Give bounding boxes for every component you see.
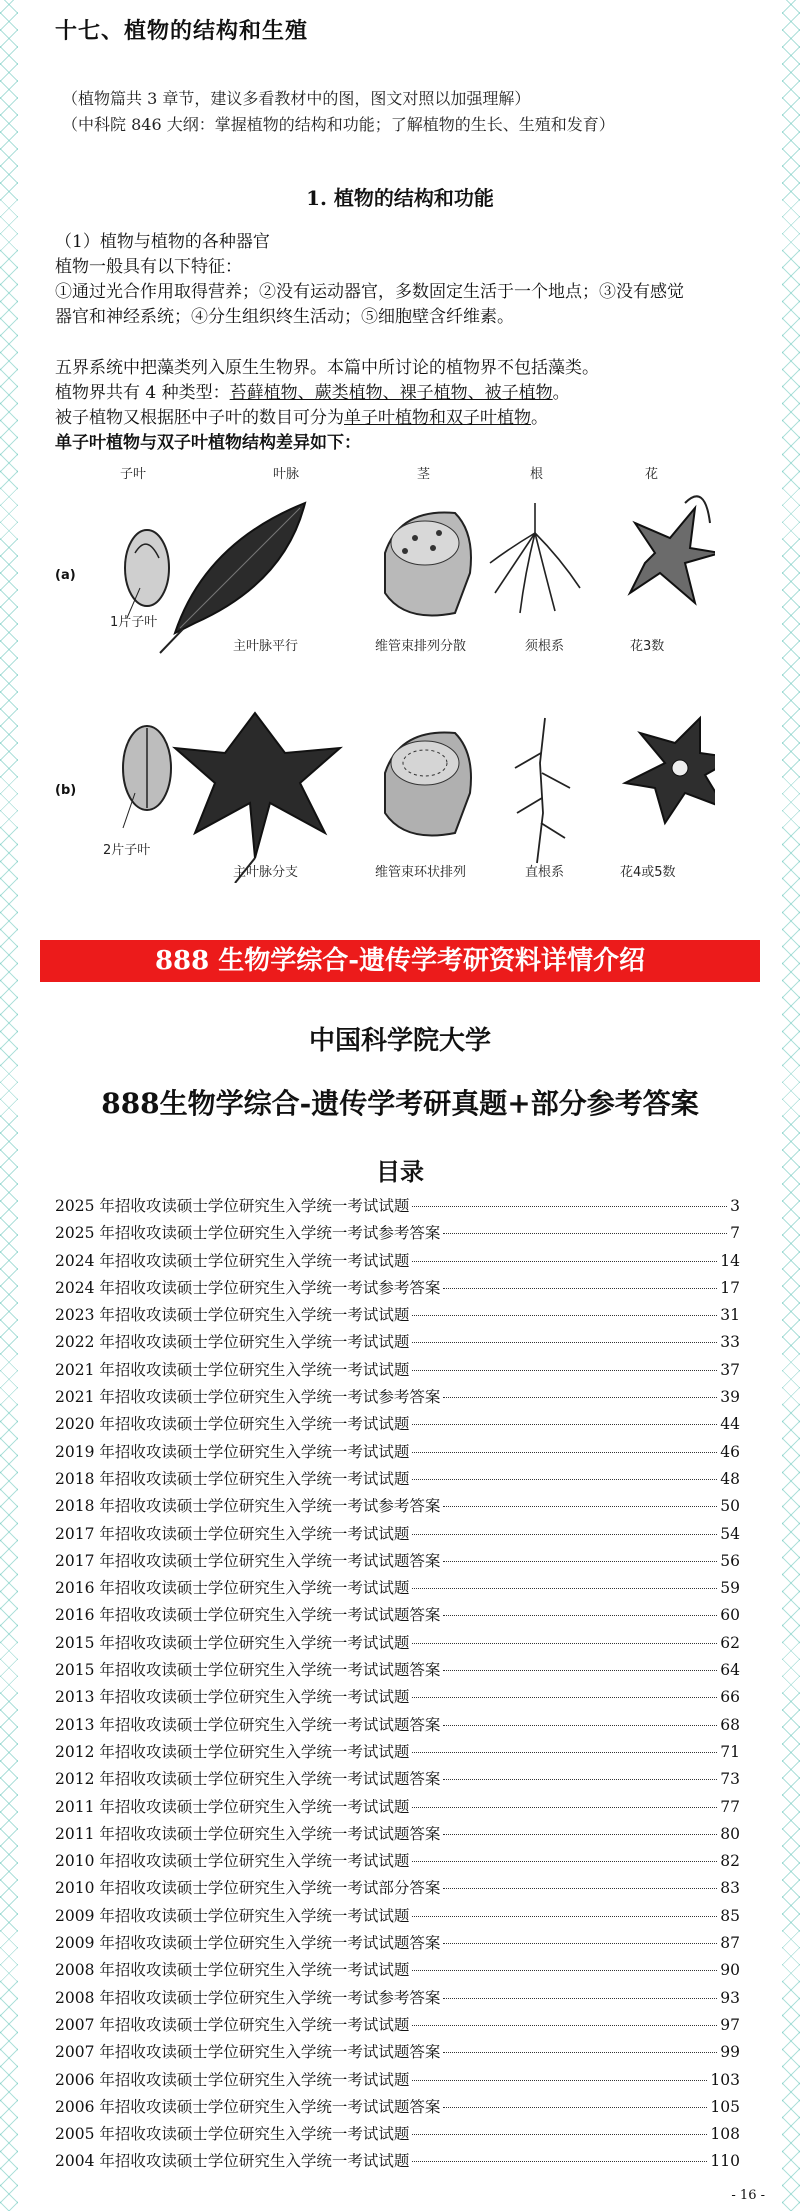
page-number: - 16 - [731,2188,765,2203]
toc-entry-page: 7 [730,1224,740,1243]
toc-entry[interactable] [55,1385,740,1412]
toc-leader-dots [443,1834,717,1835]
toc-entry-title: 2015 年招收攻读硕士学位研究生入学统一考试试题答案 [55,1661,441,1680]
toc-leader-dots [443,1725,717,1726]
toc-entry[interactable] [55,2149,740,2176]
toc-entry-page: 54 [720,1524,740,1543]
toc-entry-title: 2021 年招收攻读硕士学位研究生入学统一考试试题 [55,1360,410,1379]
toc-entry[interactable] [55,1467,740,1494]
figure-caption-b4: 直根系 [525,865,565,880]
toc-leader-dots [443,2107,707,2108]
paragraph-features-1: ①通过光合作用取得营养；②没有运动器官，多数固定生活于一个地点；③没有感觉 [55,282,684,302]
plant-types-suffix: 。 [552,383,570,403]
figure-caption-a2: 主叶脉平行 [233,639,299,654]
toc-entry-title: 2023 年招收攻读硕士学位研究生入学统一考试试题 [55,1306,410,1325]
toc-entry[interactable] [55,1986,740,2013]
fibrous-root-icon [490,503,580,613]
toc-entry-title: 2012 年招收攻读硕士学位研究生入学统一考试试题答案 [55,1770,441,1789]
toc-leader-dots [412,2134,707,2135]
toc-leader-dots [443,1615,717,1616]
toc-entry[interactable] [55,2095,740,2122]
toc-entry-page: 87 [720,1934,740,1953]
toc-entry-title: 2021 年招收攻读硕士学位研究生入学统一考试参考答案 [55,1388,441,1407]
figure-caption-b1: 2片子叶 [103,843,151,858]
toc-entry-page: 56 [720,1551,740,1570]
angiosperm-suffix: 。 [531,408,548,428]
toc-entry-title: 2025 年招收攻读硕士学位研究生入学统一考试试题 [55,1197,410,1215]
scattered-bundle-stem-icon [385,513,471,616]
toc-entry-page: 93 [720,1988,740,2007]
toc-leader-dots [412,1643,717,1644]
toc-entry-title: 2017 年招收攻读硕士学位研究生入学统一考试试题答案 [55,1551,441,1570]
syllabus-note: （中科院 846 大纲：掌握植物的结构和功能；了解植物的生长、生殖和发育） [62,115,615,134]
toc-entry[interactable] [55,2068,740,2095]
toc-entry-title: 2017 年招收攻读硕士学位研究生入学统一考试试题 [55,1524,410,1543]
toc-entry-title: 2016 年招收攻读硕士学位研究生入学统一考试试题 [55,1579,410,1598]
toc-leader-dots [412,1807,717,1808]
figure-caption-a3: 维管束排列分散 [375,639,467,654]
toc-leader-dots [412,1261,717,1262]
toc-entry-page: 44 [720,1415,740,1434]
toc-entry-title: 2012 年招收攻读硕士学位研究生入学统一考试试题 [55,1742,410,1761]
toc-entry-page: 31 [720,1306,740,1325]
toc-entry-title: 2010 年招收攻读硕士学位研究生入学统一考试试题 [55,1852,410,1871]
branched-vein-leaf-icon [175,713,340,883]
toc-entry-title: 2006 年招收攻读硕士学位研究生入学统一考试试题 [55,2070,410,2089]
toc-entry-title: 2007 年招收攻读硕士学位研究生入学统一考试试题 [55,2015,410,2034]
toc-entry-page: 108 [710,2125,740,2144]
toc-leader-dots [412,2161,707,2162]
toc-entry[interactable] [55,1440,740,1467]
toc-entry[interactable] [55,1904,740,1931]
paragraph-features-intro: 植物一般具有以下特征： [55,257,242,277]
toc-entry-title: 2013 年招收攻读硕士学位研究生入学统一考试试题 [55,1688,410,1707]
table-of-contents [55,1194,740,2177]
toc-entry-page: 77 [720,1797,740,1816]
toc-leader-dots [443,1998,717,1999]
toc-leader-dots [412,1424,717,1425]
toc-leader-dots [443,1670,717,1671]
toc-entry-title: 2024 年招收攻读硕士学位研究生入学统一考试参考答案 [55,1278,441,1297]
toc-entry-title: 2009 年招收攻读硕士学位研究生入学统一考试试题 [55,1906,410,1925]
toc-leader-dots [412,2080,707,2081]
toc-entry-page: 48 [720,1469,740,1488]
toc-leader-dots [443,1561,717,1562]
toc-leader-dots [412,1588,717,1589]
toc-entry-title: 2004 年招收攻读硕士学位研究生入学统一考试试题 [55,2152,410,2171]
toc-entry-title: 2015 年招收攻读硕士学位研究生入学统一考试试题 [55,1633,410,1652]
section-title: 十七、植物的结构和生殖 [55,18,309,44]
toc-entry-page: 110 [710,2152,740,2171]
toc-entry-page: 62 [720,1633,740,1652]
toc-entry-title: 2024 年招收攻读硕士学位研究生入学统一考试试题 [55,1251,410,1270]
toc-entry[interactable] [55,1631,740,1658]
toc-entry-title: 2018 年招收攻读硕士学位研究生入学统一考试试题 [55,1469,410,1488]
toc-leader-dots [412,1916,717,1917]
toc-entry[interactable] [55,1849,740,1876]
toc-entry[interactable] [55,1276,740,1303]
toc-entry-page: 17 [720,1278,740,1297]
toc-leader-dots [443,2052,717,2053]
three-part-flower-icon [630,496,715,603]
promo-banner: 888 生物学综合-遗传学考研资料详情介绍 [40,940,760,982]
toc-entry-title: 2025 年招收攻读硕士学位研究生入学统一考试参考答案 [55,1224,441,1243]
angiosperm-prefix: 被子植物又根据胚中子叶的数目可分为 [55,408,344,428]
toc-leader-dots [412,1697,717,1698]
parallel-vein-leaf-icon [160,503,305,653]
paragraph-features-2: 器官和神经系统；④分生组织终生活动；⑤细胞壁含纤维素。 [55,307,514,327]
toc-leader-dots [412,1861,717,1862]
figure-header-vein: 叶脉 [273,467,300,482]
dicot-seed-icon [123,726,171,828]
paragraph-five-kingdoms: 五界系统中把藻类列入原生生物界。本篇中所讨论的植物界不包括藻类。 [55,358,599,378]
toc-entry-title: 2008 年招收攻读硕士学位研究生入学统一考试参考答案 [55,1988,441,2007]
toc-entry[interactable] [55,1194,740,1221]
toc-entry[interactable] [55,2040,740,2067]
toc-entry[interactable] [55,1358,740,1385]
toc-leader-dots [443,1397,717,1398]
four-five-part-flower-icon [625,718,715,823]
toc-leader-dots [443,1288,717,1289]
toc-entry[interactable] [55,1795,740,1822]
ring-bundle-stem-icon [385,733,471,836]
figure-row-a-label: (a) [55,568,76,583]
toc-entry[interactable] [55,2013,740,2040]
toc-entry-title: 2018 年招收攻读硕士学位研究生入学统一考试参考答案 [55,1497,441,1516]
toc-leader-dots [412,2025,717,2026]
angiosperm-classes: 单子叶植物和双子叶植物 [344,408,531,428]
toc-entry-page: 68 [720,1715,740,1734]
toc-entry-page: 90 [720,1961,740,1980]
toc-entry-page: 33 [720,1333,740,1352]
figure-row-b-label: (b) [55,783,77,798]
paragraph-differences-heading: 单子叶植物与双子叶植物结构差异如下： [55,433,361,453]
toc-entry-page: 37 [720,1360,740,1379]
toc-leader-dots [412,1970,717,1971]
figure-header-stem: 茎 [417,467,431,482]
toc-entry[interactable] [55,1494,740,1521]
toc-entry-page: 82 [720,1852,740,1871]
toc-entry[interactable] [55,1958,740,1985]
toc-leader-dots [412,1315,717,1316]
toc-entry[interactable] [55,1549,740,1576]
toc-entry-title: 2006 年招收攻读硕士学位研究生入学统一考试试题答案 [55,2097,441,2116]
toc-entry[interactable] [55,1685,740,1712]
toc-entry[interactable] [55,1249,740,1276]
figure-caption-a4: 须根系 [525,639,565,654]
toc-entry-title: 2008 年招收攻读硕士学位研究生入学统一考试试题 [55,1961,410,1980]
paragraph-angiosperms [55,406,755,430]
toc-entry-page: 46 [720,1442,740,1461]
toc-entry-page: 105 [710,2097,740,2116]
toc-leader-dots [412,1452,717,1453]
toc-entry[interactable] [55,1740,740,1767]
toc-entry[interactable] [55,1931,740,1958]
figure-caption-a1: 1片子叶 [110,615,158,630]
toc-leader-dots [412,1752,717,1753]
toc-entry[interactable] [55,1412,740,1439]
figure-header-root: 根 [530,467,544,482]
toc-entry[interactable] [55,1522,740,1549]
toc-entry[interactable] [55,1767,740,1794]
toc-entry-page: 97 [720,2015,740,2034]
figure-caption-b2: 主叶脉分支 [233,865,299,880]
figure-caption-b5: 花4或5数 [620,865,676,880]
toc-entry[interactable] [55,1303,740,1330]
plant-types-prefix: 植物界共有 4 种类型： [55,383,230,403]
paragraph-plant-types [55,381,755,405]
figure-caption-b3: 维管束环状排列 [375,865,467,880]
toc-leader-dots [443,1943,717,1944]
toc-entry[interactable] [55,1221,740,1248]
toc-entry-title: 2020 年招收攻读硕士学位研究生入学统一考试试题 [55,1415,410,1434]
toc-entry-page: 14 [720,1251,740,1270]
toc-entry-page: 50 [720,1497,740,1516]
toc-entry[interactable] [55,1603,740,1630]
toc-entry-page: 83 [720,1879,740,1898]
toc-entry-title: 2022 年招收攻读硕士学位研究生入学统一考试试题 [55,1333,410,1352]
toc-entry[interactable] [55,1822,740,1849]
toc-entry-title: 2005 年招收攻读硕士学位研究生入学统一考试试题 [55,2125,410,2144]
toc-entry-page: 80 [720,1824,740,1843]
toc-entry[interactable] [55,1330,740,1357]
toc-entry-title: 2009 年招收攻读硕士学位研究生入学统一考试试题答案 [55,1934,441,1953]
toc-entry[interactable] [55,1876,740,1903]
toc-leader-dots [443,1888,717,1889]
study-note: （植物篇共 3 章节，建议多看教材中的图，图文对照以加强理解） [62,89,531,108]
figure-header-cotyledon: 子叶 [120,467,147,482]
toc-entry-title: 2011 年招收攻读硕士学位研究生入学统一考试试题 [55,1797,410,1816]
book-title: 888生物学综合-遗传学考研真题+部分参考答案 [101,1087,699,1120]
monocot-seed-icon [125,530,169,618]
toc-heading: 目录 [376,1157,424,1186]
toc-entry[interactable] [55,2122,740,2149]
toc-entry-page: 60 [720,1606,740,1625]
paragraph-organs: （1）植物与植物的各种器官 [55,232,270,252]
toc-entry-title: 2016 年招收攻读硕士学位研究生入学统一考试试题答案 [55,1606,441,1625]
figure-header-flower: 花 [645,467,659,482]
toc-leader-dots [443,1506,717,1507]
toc-entry[interactable] [55,1658,740,1685]
taproot-icon [515,718,570,863]
figure-caption-a5: 花3数 [630,639,665,654]
toc-entry-page: 66 [720,1688,740,1707]
toc-leader-dots [443,1233,727,1234]
toc-leader-dots [412,1370,717,1371]
toc-leader-dots [412,1206,727,1207]
toc-entry-page: 39 [720,1388,740,1407]
toc-entry-title: 2013 年招收攻读硕士学位研究生入学统一考试试题答案 [55,1715,441,1734]
toc-entry[interactable] [55,1576,740,1603]
toc-entry-page: 71 [720,1742,740,1761]
toc-entry-page: 85 [720,1906,740,1925]
toc-leader-dots [412,1342,717,1343]
toc-entry-title: 2010 年招收攻读硕士学位研究生入学统一考试部分答案 [55,1879,441,1898]
plant-types-list: 苔藓植物、蕨类植物、裸子植物、被子植物 [229,383,553,403]
toc-leader-dots [443,1779,717,1780]
toc-entry-title: 2019 年招收攻读硕士学位研究生入学统一考试试题 [55,1442,410,1461]
toc-entry-page: 103 [710,2070,740,2089]
toc-leader-dots [412,1479,717,1480]
toc-entry-page: 59 [720,1579,740,1598]
toc-entry-title: 2007 年招收攻读硕士学位研究生入学统一考试试题答案 [55,2043,441,2062]
plant-illustrations [55,463,715,883]
toc-entry-title: 2011 年招收攻读硕士学位研究生入学统一考试试题答案 [55,1824,441,1843]
subsection-heading: 1. 植物的结构和功能 [306,186,494,210]
toc-entry[interactable] [55,1713,740,1740]
toc-leader-dots [412,1534,717,1535]
monocot-dicot-figure [55,463,715,883]
toc-entry-page: 99 [720,2043,740,2062]
school-name: 中国科学院大学 [308,1026,491,1056]
toc-entry-page: 73 [720,1770,740,1789]
toc-entry-page: 3 [730,1197,740,1215]
toc-entry-page: 64 [720,1661,740,1680]
